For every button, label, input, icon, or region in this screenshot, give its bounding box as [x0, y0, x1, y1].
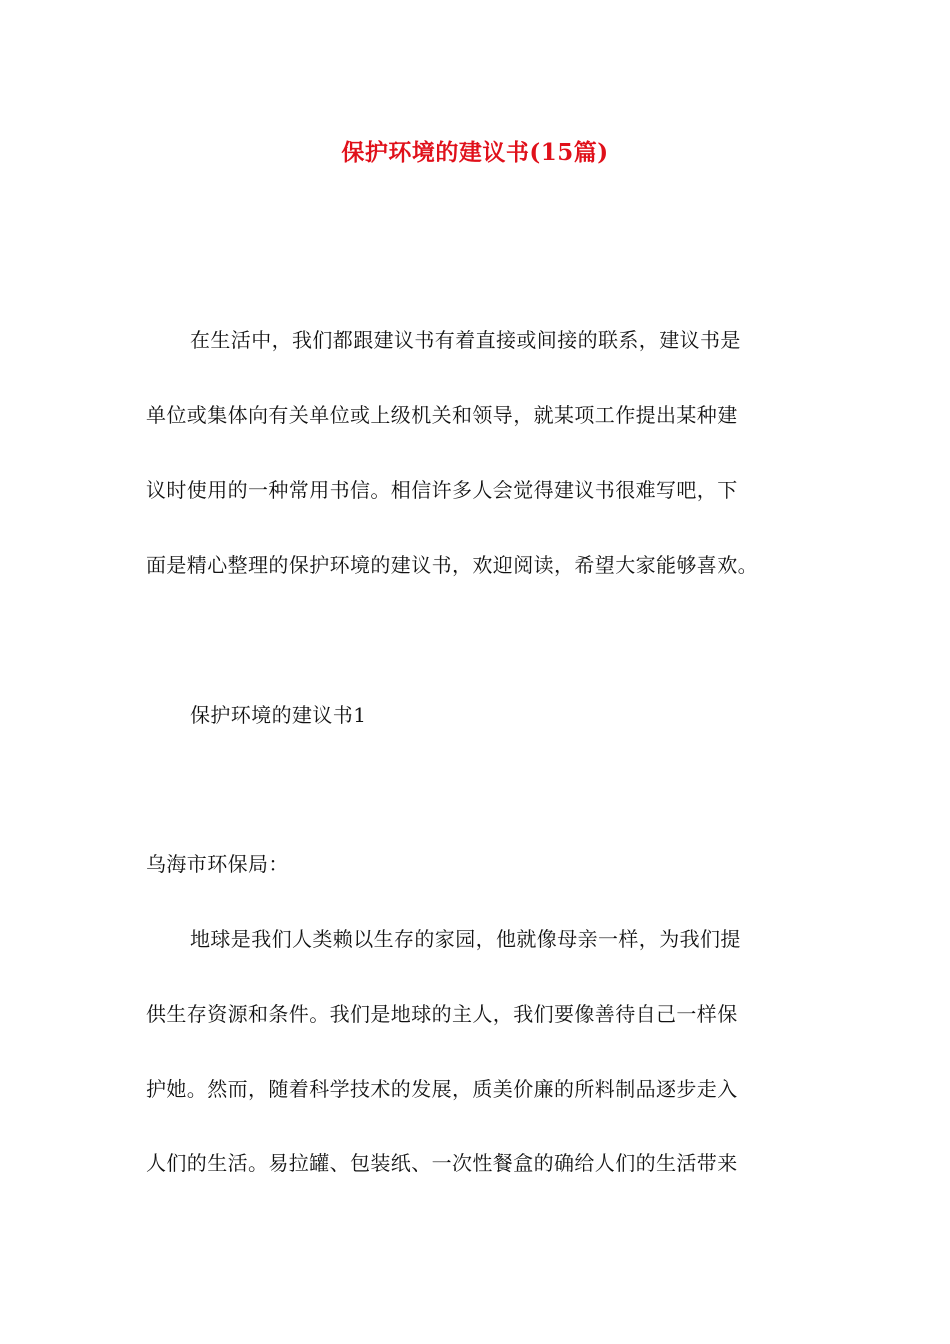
body-line-1: 地球是我们人类赖以生存的家园，他就像母亲一样，为我们提: [190, 927, 741, 951]
body-line-3: 护她。然而，随着科学技术的发展，质美价廉的所料制品逐步走入: [146, 1077, 738, 1101]
document-title: 保护环境的建议书(15篇): [341, 139, 609, 166]
body-line-4: 人们的生活。易拉罐、包装纸、一次性餐盒的确给人们的生活带来: [146, 1151, 738, 1175]
intro-line-4: 面是精心整理的保护环境的建议书，欢迎阅读，希望大家能够喜欢。: [146, 553, 758, 577]
intro-line-2: 单位或集体向有关单位或上级机关和领导，就某项工作提出某种建: [146, 403, 738, 427]
section-heading: 保护环境的建议书1: [190, 703, 367, 727]
salutation: 乌海市环保局：: [146, 852, 289, 876]
body-line-2: 供生存资源和条件。我们是地球的主人，我们要像善待自己一样保: [146, 1002, 738, 1026]
intro-line-1: 在生活中，我们都跟建议书有着直接或间接的联系，建议书是: [190, 328, 741, 352]
intro-line-3: 议时使用的一种常用书信。相信许多人会觉得建议书很难写吧，下: [146, 478, 738, 502]
